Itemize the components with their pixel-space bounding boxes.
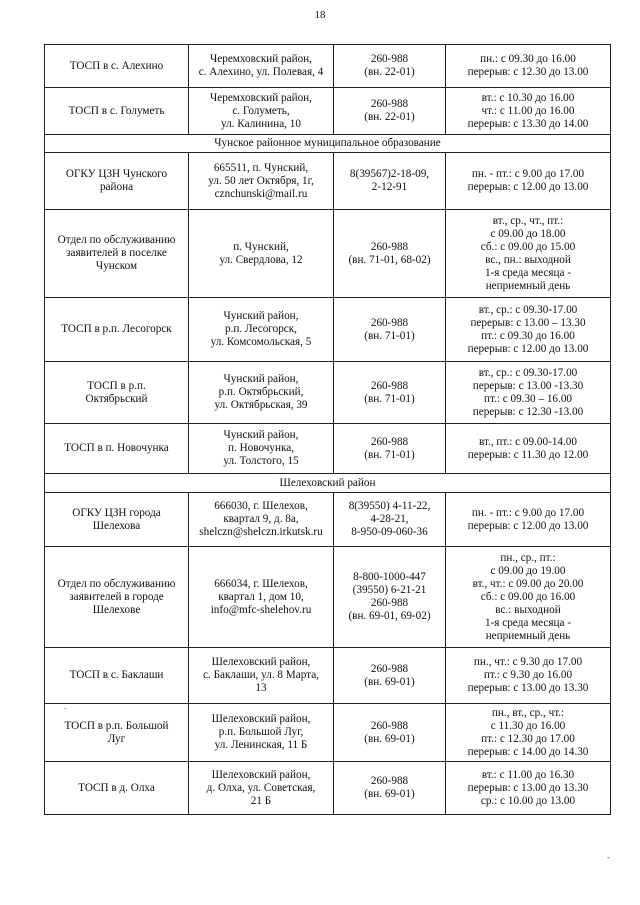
schedule-line: перерыв: с 13.00 до 13.30 [467, 682, 589, 694]
schedule-line: перерыв: с 12.00 до 13.00 [467, 342, 589, 355]
address-line: с. Алехино, ул. Полевая, 4 [198, 66, 324, 78]
phone-line: 260-988 [370, 775, 409, 787]
address-line: р.п. Лесогорск, [225, 323, 297, 335]
phone-line: 8(39550) 4-11-22, [348, 500, 431, 512]
phone-line: (39550) 6-21-21 [352, 584, 427, 596]
table-row [45, 424, 611, 474]
schedule-line: пн.: с 09.30 до 16.00 [480, 53, 576, 65]
schedule-line: неприемный день [485, 279, 571, 292]
office-name-cell [45, 298, 189, 362]
address-line: ул. Свердлова, 12 [219, 253, 303, 266]
phone-line: 8-800-1000-447 [353, 571, 426, 583]
address-line: Черемховский район, [210, 91, 312, 104]
address-cell [189, 298, 334, 362]
office-name-cell [45, 153, 189, 210]
schedule-line: вт.: с 11.00 до 16.30 [481, 768, 575, 781]
address-cell [189, 704, 334, 762]
address-cell [189, 424, 334, 474]
schedule-line: сб.: с 09.00 до 16.00 [480, 590, 576, 603]
phone-line: 260-988 [370, 719, 409, 732]
schedule-line: вт., чт.: с 09.00 до 20.00 [472, 577, 584, 590]
schedule-cell [446, 424, 611, 474]
phone-line: 260-988 [370, 53, 409, 65]
table-row [45, 493, 611, 547]
address-line: Шелеховский район, [211, 768, 311, 781]
schedule-line: вт., ср.: с 09.30-17.00 [478, 366, 578, 379]
table-row [45, 88, 611, 135]
phone-line: (вн. 22-01) [364, 111, 415, 123]
address-line: Чунский район, [223, 429, 299, 441]
schedule-line: с 09.00 до 18.00 [490, 227, 566, 240]
address-line: р.п. Большой Луг, [218, 726, 304, 738]
address-line: с. Голуметь, [232, 104, 290, 117]
schedule-line: пн. - пт.: с 9.00 до 17.00 [471, 506, 585, 519]
office-name-line: Чунском [95, 260, 138, 272]
address-line: shelczn@shelczn.irkutsk.ru [199, 526, 323, 538]
phone-line: 260-988 [370, 662, 409, 675]
address-line: ул. Комсомольская, 5 [210, 336, 312, 348]
phone-line: 260-988 [370, 597, 409, 609]
office-name-line: заявителей в поселке [66, 247, 167, 259]
phone-line: (вн. 71-01, 68-02) [348, 253, 431, 266]
office-name-line: ТОСП в р.п. [87, 379, 146, 392]
page-number: 18 [314, 9, 326, 21]
address-line: р.п. Октябрьский, [218, 386, 304, 398]
address-line: 665511, п. Чунский, [213, 161, 309, 174]
schedule-line: перерыв: с 13.00 – 13.30 [470, 316, 586, 329]
phone-cell [334, 424, 446, 474]
phone-cell [334, 88, 446, 135]
phone-cell [334, 153, 446, 210]
schedule-line: 1-я среда месяца - [484, 616, 571, 629]
office-name-line: ТОСП в с. Баклаши [69, 669, 164, 681]
office-name-cell [45, 210, 189, 298]
address-cell [189, 493, 334, 547]
section-title: Шелеховский район [45, 474, 611, 493]
office-name-cell [45, 362, 189, 424]
table-row [45, 362, 611, 424]
address-line: 21 Б [250, 794, 272, 807]
office-name-line: Луг [107, 732, 126, 745]
table-row [45, 648, 611, 704]
schedule-line: ср.: с 10.00 до 13.00 [480, 794, 576, 807]
schedule-line: перерыв: с 13.00 -13.30 [472, 379, 584, 392]
office-name-cell [45, 493, 189, 547]
address-line: 13 [255, 682, 267, 694]
office-name-line: ТОСП в р.п. Большой [64, 719, 169, 732]
schedule-line: 1-я среда месяца - [484, 266, 571, 279]
schedule-cell [446, 648, 611, 704]
phone-line: 4-28-21, [370, 513, 409, 525]
schedule-line: пн., ср., пт.: [500, 551, 556, 564]
address-line: ул. Ленинская, 11 Б [214, 739, 308, 751]
office-name-line: ТОСП в с. Алехино [69, 59, 164, 72]
address-line: Шелеховский район, [211, 656, 311, 668]
schedule-line: сб.: с 09.00 до 15.00 [480, 240, 576, 253]
table-row [45, 547, 611, 648]
office-name-line: ТОСП в р.п. Лесогорск [61, 323, 172, 335]
office-name-cell [45, 88, 189, 135]
section-row [45, 474, 611, 493]
address-cell [189, 547, 334, 648]
phone-cell [334, 493, 446, 547]
section-row [45, 135, 611, 153]
phone-line: 260-988 [370, 435, 409, 448]
schedule-line: перерыв: с 12.30 -13.00 [472, 405, 584, 418]
schedule-cell [446, 88, 611, 135]
address-line: info@mfc-shelehov.ru [210, 603, 312, 616]
schedule-line: пт.: с 12.30 до 17.00 [481, 732, 575, 745]
phone-cell [334, 648, 446, 704]
phone-line: 2-12-91 [371, 181, 408, 193]
phone-line: (вн. 69-01, 69-02) [348, 610, 431, 622]
schedule-line: вс.: выходной [495, 603, 561, 616]
phone-cell [334, 704, 446, 762]
table-row [45, 210, 611, 298]
address-cell [189, 648, 334, 704]
office-name-line: Отдел по обслуживанию [57, 577, 176, 590]
phone-line: (вн. 22-01) [364, 66, 415, 78]
schedule-line: перерыв: с 14.00 до 14.30 [467, 745, 589, 758]
schedule-line: пн., чт.: с 9.30 до 17.00 [473, 656, 583, 668]
table-row [45, 153, 611, 210]
office-name-cell [45, 547, 189, 648]
schedule-line: пн. - пт.: с 9.00 до 17.00 [471, 168, 585, 180]
phone-line: (вн. 69-01) [364, 788, 415, 800]
office-name-line: Октябрьский [85, 392, 148, 405]
office-name-line: района [99, 181, 134, 193]
address-line: cznchunski@mail.ru [214, 187, 308, 200]
table-row [45, 298, 611, 362]
address-line: п. Новочунка, [228, 442, 294, 454]
schedule-line: перерыв: с 11.30 до 12.00 [467, 448, 589, 461]
schedule-line: с 09.00 до 19.00 [490, 564, 566, 577]
address-line: ул. Толстого, 15 [223, 455, 299, 467]
office-name-line: ТОСП в д. Олха [78, 781, 155, 794]
office-name-line: Отдел по обслуживанию [57, 234, 176, 246]
schedule-line: пт.: с 9.30 до 16.00 [483, 669, 573, 681]
phone-line: 8-950-09-060-36 [351, 526, 428, 538]
office-name-cell [45, 762, 189, 815]
office-name-line: Шелехове [92, 603, 141, 616]
office-name-cell [45, 424, 189, 474]
schedule-cell [446, 493, 611, 547]
office-name-line: ОГКУ ЦЗН Чунского [65, 168, 168, 180]
phone-line: (вн. 71-01) [364, 448, 415, 461]
table-row [45, 762, 611, 815]
office-name-cell [45, 704, 189, 762]
phone-cell [334, 45, 446, 88]
address-cell [189, 88, 334, 135]
address-cell [189, 762, 334, 815]
phone-line: (вн. 69-01) [364, 732, 415, 745]
phone-line: 260-988 [370, 98, 409, 110]
phone-line: 8(39567)2-18-09, [349, 168, 430, 180]
schedule-cell [446, 762, 611, 815]
address-line: ул. Октябрьская, 39 [214, 399, 308, 411]
schedule-line: пт.: с 09.30 – 16.00 [483, 392, 573, 405]
address-line: ул. 50 лет Октября, 1г, [208, 174, 314, 187]
schedule-line: вт., пт.: с 09.00-14.00 [478, 435, 577, 448]
phone-line: 260-988 [370, 379, 409, 392]
office-name-line: заявителей в городе [69, 590, 164, 603]
schedule-line: перерыв: с 13.00 до 13.30 [467, 781, 589, 794]
address-line: 666034, г. Шелехов, [214, 577, 308, 590]
schedule-cell [446, 362, 611, 424]
schedule-cell [446, 210, 611, 298]
schedule-line: чт.: с 11.00 до 16.00 [481, 104, 575, 117]
phone-line: (вн. 69-01) [364, 675, 415, 688]
address-line: Шелеховский район, [211, 713, 311, 725]
phone-line: (вн. 71-01) [364, 392, 415, 405]
address-line: Черемховский район, [210, 53, 312, 65]
phone-cell [334, 210, 446, 298]
phone-cell [334, 362, 446, 424]
address-cell [189, 153, 334, 210]
schedule-cell [446, 298, 611, 362]
schedule-line: пт.: с 09.30 до 16.00 [481, 329, 575, 342]
address-line: 666030, г. Шелехов, [214, 500, 308, 512]
address-cell [189, 362, 334, 424]
schedule-cell [446, 153, 611, 210]
phone-cell [334, 298, 446, 362]
address-line: п. Чунский, [233, 240, 289, 253]
address-line: квартал 1, дом 10, [218, 590, 304, 603]
address-line: квартал 9, д. 8а, [223, 513, 299, 525]
scan-mark: - [607, 852, 610, 862]
address-line: ул. Калинина, 10 [221, 117, 301, 130]
address-line: д. Олха, ул. Советская, [206, 781, 316, 794]
address-line: с. Баклаши, ул. 8 Марта, [203, 669, 319, 681]
phone-cell [334, 762, 446, 815]
office-name-line: ТОСП в с. Голуметь [68, 104, 165, 117]
office-name-line: ОГКУ ЦЗН города [72, 506, 161, 519]
table-row [45, 45, 611, 88]
office-name-cell [45, 45, 189, 88]
schedule-line: вт., ср., чт., пт.: [492, 214, 564, 227]
office-name-line: ТОСП в п. Новочунка [64, 442, 169, 454]
phone-line: 260-988 [370, 316, 409, 329]
schedule-line: перерыв: с 12.00 до 13.00 [467, 181, 589, 193]
phone-line: 260-988 [370, 240, 409, 253]
address-line: Чунский район, [223, 373, 299, 385]
phone-cell [334, 547, 446, 648]
schedule-cell [446, 704, 611, 762]
schedule-line: перерыв: с 12.30 до 13.00 [467, 66, 589, 78]
scan-mark: . [64, 701, 67, 711]
address-cell [189, 45, 334, 88]
section-title: Чунское районное муниципальное образование [45, 135, 611, 153]
schedule-line: неприемный день [485, 629, 571, 642]
schedule-line: перерыв: с 12.00 до 13.00 [467, 519, 589, 532]
schedule-line: с 11.30 до 16.00 [490, 719, 566, 732]
offices-table [44, 44, 611, 815]
phone-line: (вн. 71-01) [364, 329, 415, 342]
schedule-line: вт., ср.: с 09.30-17.00 [478, 303, 578, 316]
schedule-line: вс., пн.: выходной [485, 253, 571, 266]
table-row [45, 704, 611, 762]
schedule-cell [446, 45, 611, 88]
schedule-line: вт.: с 10.30 до 16.00 [481, 91, 575, 104]
schedule-line: пн., вт., ср., чт.: [491, 706, 565, 719]
office-name-line: Шелехова [92, 519, 141, 532]
address-cell [189, 210, 334, 298]
schedule-line: перерыв: с 13.30 до 14.00 [467, 117, 589, 130]
address-line: Чунский район, [223, 310, 299, 322]
schedule-cell [446, 547, 611, 648]
office-name-cell [45, 648, 189, 704]
